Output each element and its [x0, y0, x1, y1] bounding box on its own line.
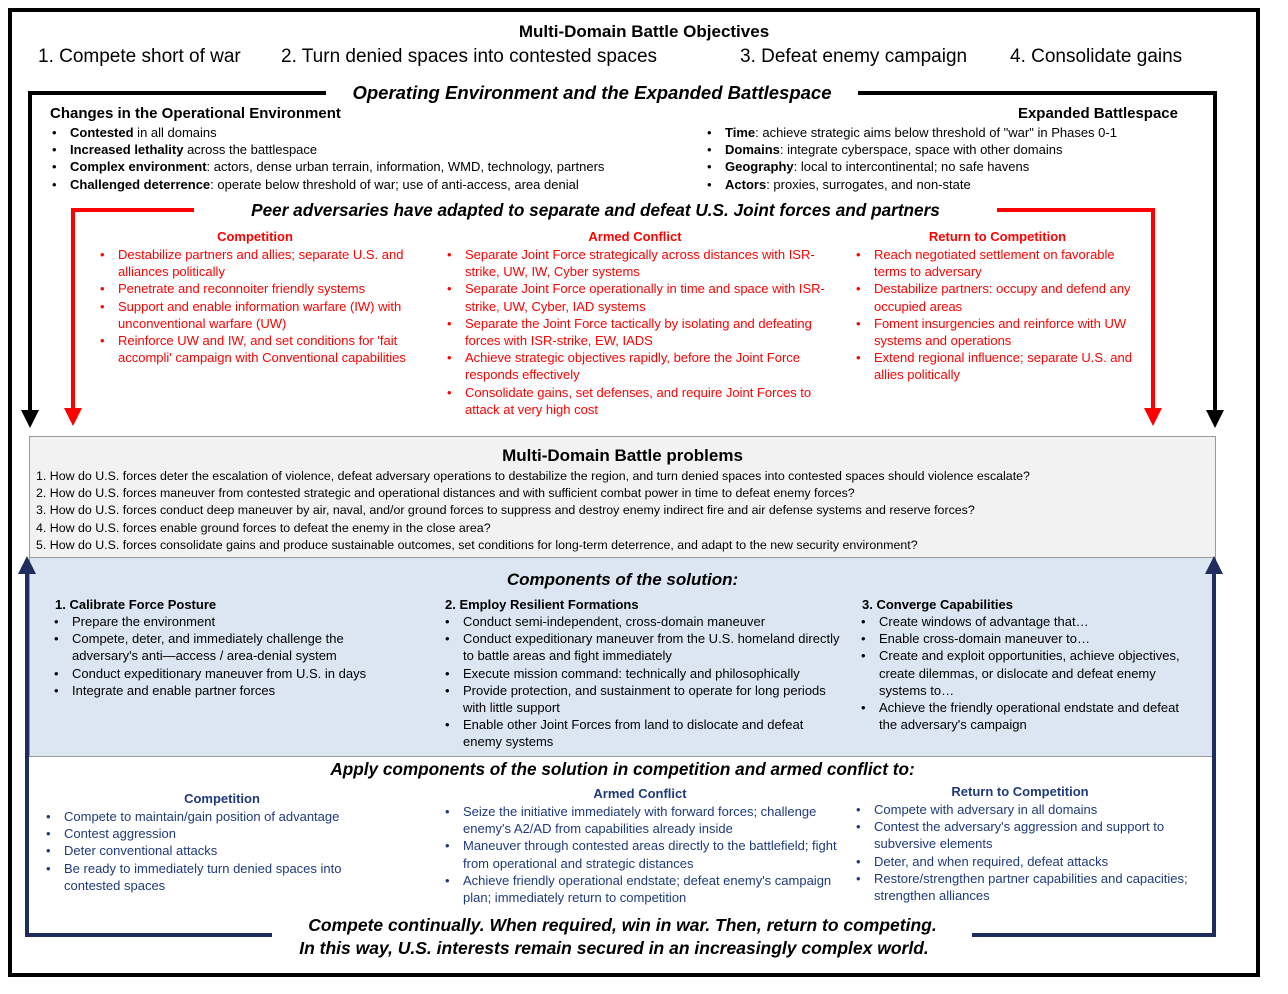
expanded-item: • Time: achieve strategic aims below threshold of "war" in Phases 0-1	[703, 124, 1193, 141]
black-arrow-left-vertical	[28, 91, 32, 413]
changes-item: • Complex environment: actors, dense urban terrain, information, WMD, technology, partners	[48, 158, 728, 175]
calibrate-item: • Integrate and enable partner forces	[50, 682, 410, 699]
peer-armed-conflict-item: • Separate Joint Force operationally in time and space with ISR-strike, UW, Cyber, IAD systems	[443, 280, 828, 314]
resilient-title: 2. Employ Resilient Formations	[445, 597, 639, 612]
apply-armed-conflict-item: • Seize the initiative immediately with forward forces; challenge enemy's A2/AD from capabilities already inside	[441, 803, 841, 837]
apply-return-item: • Deter, and when required, defeat attacks	[852, 853, 1197, 870]
peer-competition-item: • Reinforce UW and IW, and set conditions for 'fait accompli' campaign with Conventional capabilities	[96, 332, 416, 366]
red-arrow-right-head	[1144, 408, 1162, 426]
calibrate-item: • Conduct expeditionary maneuver from U.S. in days	[50, 665, 410, 682]
apply-return-title: Return to Competition	[951, 784, 1089, 799]
red-arrow-left-head	[64, 408, 82, 426]
apply-armed-conflict-list	[441, 803, 841, 906]
resilient-item: • Enable other Joint Forces from land to dislocate and defeat enemy systems	[441, 716, 841, 750]
black-arrow-left-head	[21, 410, 39, 428]
problem-item: 4. How do U.S. forces enable ground forces to defeat the enemy in the close area?	[36, 520, 491, 535]
peer-armed-conflict-item: • Consolidate gains, set defenses, and require Joint Forces to attack at very high cost	[443, 384, 828, 418]
changes-list	[48, 124, 728, 193]
changes-item: • Contested in all domains	[48, 124, 728, 141]
converge-item: • Achieve the friendly operational endstate and defeat the adversary's campaign	[857, 699, 1187, 733]
resilient-item: • Conduct semi-independent, cross-domain maneuver	[441, 613, 841, 630]
changes-item: • Increased lethality across the battlespace	[48, 141, 728, 158]
converge-list	[857, 613, 1187, 733]
expanded-title: Expanded Battlespace	[1017, 105, 1178, 122]
calibrate-title: 1. Calibrate Force Posture	[55, 597, 217, 612]
objective-1: 1. Compete short of war	[38, 46, 241, 67]
peer-competition-item: • Penetrate and reconnoiter friendly systems	[96, 280, 416, 297]
black-arrow-right-horizontal	[858, 91, 1217, 95]
peer-competition-item: • Support and enable information warfare (IW) with unconventional warfare (UW)	[96, 298, 416, 332]
peer-return-title: Return to Competition	[928, 229, 1067, 244]
footer-line-2: In this way, U.S. interests remain secured in an increasingly complex world.	[299, 938, 929, 958]
red-arrow-right-vertical	[1151, 208, 1155, 412]
converge-item: • Create and exploit opportunities, achieve objectives, create dilemmas, or dislocate and defeat enemy systems to…	[857, 647, 1187, 699]
apply-armed-conflict-item: • Achieve friendly operational endstate; defeat enemy's campaign plan; immediately return to competition	[441, 872, 841, 906]
objective-4: 4. Consolidate gains	[1010, 46, 1183, 67]
problem-item: 5. How do U.S. forces consolidate gains and produce sustainable outcomes, set conditions for long-term deterrence, and adapt to the new security environment?	[36, 537, 918, 552]
peer-title: Peer adversaries have adapted to separate and defeat U.S. Joint forces and partners	[251, 200, 940, 220]
problem-item: 2. How do U.S. forces maneuver from contested strategic and operational distances and with sufficient combat power in time to defeat enemy forces?	[36, 486, 855, 501]
problems-list	[36, 468, 1215, 554]
apply-competition-item: • Be ready to immediately turn denied spaces into contested spaces	[42, 860, 392, 894]
resilient-list	[441, 613, 841, 751]
black-arrow-right-head	[1206, 410, 1224, 428]
objective-2: 2. Turn denied spaces into contested spaces	[281, 46, 658, 67]
calibrate-item: • Prepare the environment	[50, 613, 410, 630]
peer-armed-conflict-item: • Separate Joint Force strategically across distances with ISR-strike, UW, IW, Cyber systems	[443, 246, 828, 280]
resilient-item: • Provide protection, and sustainment to operate for long periods with little support	[441, 682, 841, 716]
black-arrow-left-horizontal	[28, 91, 326, 95]
peer-return-list	[852, 246, 1147, 384]
navy-arrow-right-head	[1205, 556, 1223, 574]
problems-box	[29, 436, 1216, 558]
red-arrow-left-vertical	[71, 208, 75, 412]
objectives-title: Multi-Domain Battle Objectives	[518, 22, 770, 41]
apply-competition-item: • Compete to maintain/gain position of advantage	[42, 808, 392, 825]
apply-competition-item: • Contest aggression	[42, 825, 392, 842]
black-arrow-right-vertical	[1213, 91, 1217, 413]
peer-armed-conflict-item: • Separate the Joint Force tactically by isolating and defeating forces with ISR-strike, EW, IADS	[443, 315, 828, 349]
navy-arrow-right-vertical	[1212, 570, 1216, 937]
apply-armed-conflict-title: Armed Conflict	[593, 786, 687, 801]
peer-armed-conflict-item: • Achieve strategic objectives rapidly, before the Joint Force responds effectively	[443, 349, 828, 383]
apply-return-list	[852, 801, 1197, 904]
apply-return-item: • Restore/strengthen partner capabilities and capacities; strengthen alliances	[852, 870, 1197, 904]
peer-competition-title: Competition	[217, 229, 293, 244]
expanded-item: • Actors: proxies, surrogates, and non-state	[703, 176, 1193, 193]
apply-title: Apply components of the solution in competition and armed conflict to:	[330, 759, 915, 779]
peer-return-item: • Foment insurgencies and reinforce with UW systems and operations	[852, 315, 1147, 349]
calibrate-list	[50, 613, 410, 699]
apply-armed-conflict-item: • Maneuver through contested areas directly to the battlefield; fight from operational and strategic distances	[441, 837, 841, 871]
apply-competition-item: • Deter conventional attacks	[42, 842, 392, 859]
resilient-item: • Conduct expeditionary maneuver from the U.S. homeland directly to battle areas and fight immediately	[441, 630, 841, 664]
objective-3: 3. Defeat enemy campaign	[740, 46, 968, 67]
apply-competition-title: Competition	[184, 791, 260, 806]
peer-return-item: • Reach negotiated settlement on favorable terms to adversary	[852, 246, 1147, 280]
calibrate-item: • Compete, deter, and immediately challenge the adversary's anti—access / area-denial system	[50, 630, 410, 664]
red-arrow-left-horizontal	[71, 208, 194, 212]
changes-item: • Challenged deterrence: operate below threshold of war; use of anti-access, area denial	[48, 176, 728, 193]
peer-return-item: • Destabilize partners: occupy and defend any occupied areas	[852, 280, 1147, 314]
navy-arrow-left-vertical	[25, 570, 29, 937]
expanded-list	[703, 124, 1193, 193]
solution-title: Components of the solution:	[506, 570, 739, 589]
converge-title: 3. Converge Capabilities	[862, 597, 1013, 612]
peer-competition-list	[96, 246, 416, 366]
problem-item: 3. How do U.S. forces conduct deep maneuver by air, naval, and/or ground forces to suppress and destroy enemy indirect fire and air defense systems and reserve forces?	[36, 503, 975, 518]
peer-competition-item: • Destabilize partners and allies; separate U.S. and alliances politically	[96, 246, 416, 280]
problems-title: Multi-Domain Battle problems	[502, 446, 743, 465]
expanded-item: • Geography: local to intercontinental; no safe havens	[703, 158, 1193, 175]
apply-return-item: • Contest the adversary's aggression and support to subversive elements	[852, 818, 1197, 852]
peer-armed-conflict-list	[443, 246, 828, 418]
peer-return-item: • Extend regional influence; separate U.S. and allies politically	[852, 349, 1147, 383]
footer-line-1: Compete continually. When required, win in war. Then, return to competing.	[308, 915, 937, 935]
converge-item: • Create windows of advantage that…	[857, 613, 1187, 630]
changes-title: Changes in the Operational Environment	[50, 105, 341, 122]
apply-competition-list	[42, 808, 392, 894]
converge-item: • Enable cross-domain maneuver to…	[857, 630, 1187, 647]
navy-arrow-left-head	[18, 556, 36, 574]
resilient-item: • Execute mission command: technically and philosophically	[441, 665, 841, 682]
apply-return-item: • Compete with adversary in all domains	[852, 801, 1197, 818]
peer-armed-conflict-title: Armed Conflict	[588, 229, 682, 244]
environment-title: Operating Environment and the Expanded Battlespace	[352, 82, 832, 103]
expanded-item: • Domains: integrate cyberspace, space with other domains	[703, 141, 1193, 158]
red-arrow-right-horizontal	[997, 208, 1155, 212]
problem-item: 1. How do U.S. forces deter the escalation of violence, defeat adversary operations to destabilize the region, and turn denied spaces into contested spaces should violence escalate?	[36, 469, 1030, 483]
